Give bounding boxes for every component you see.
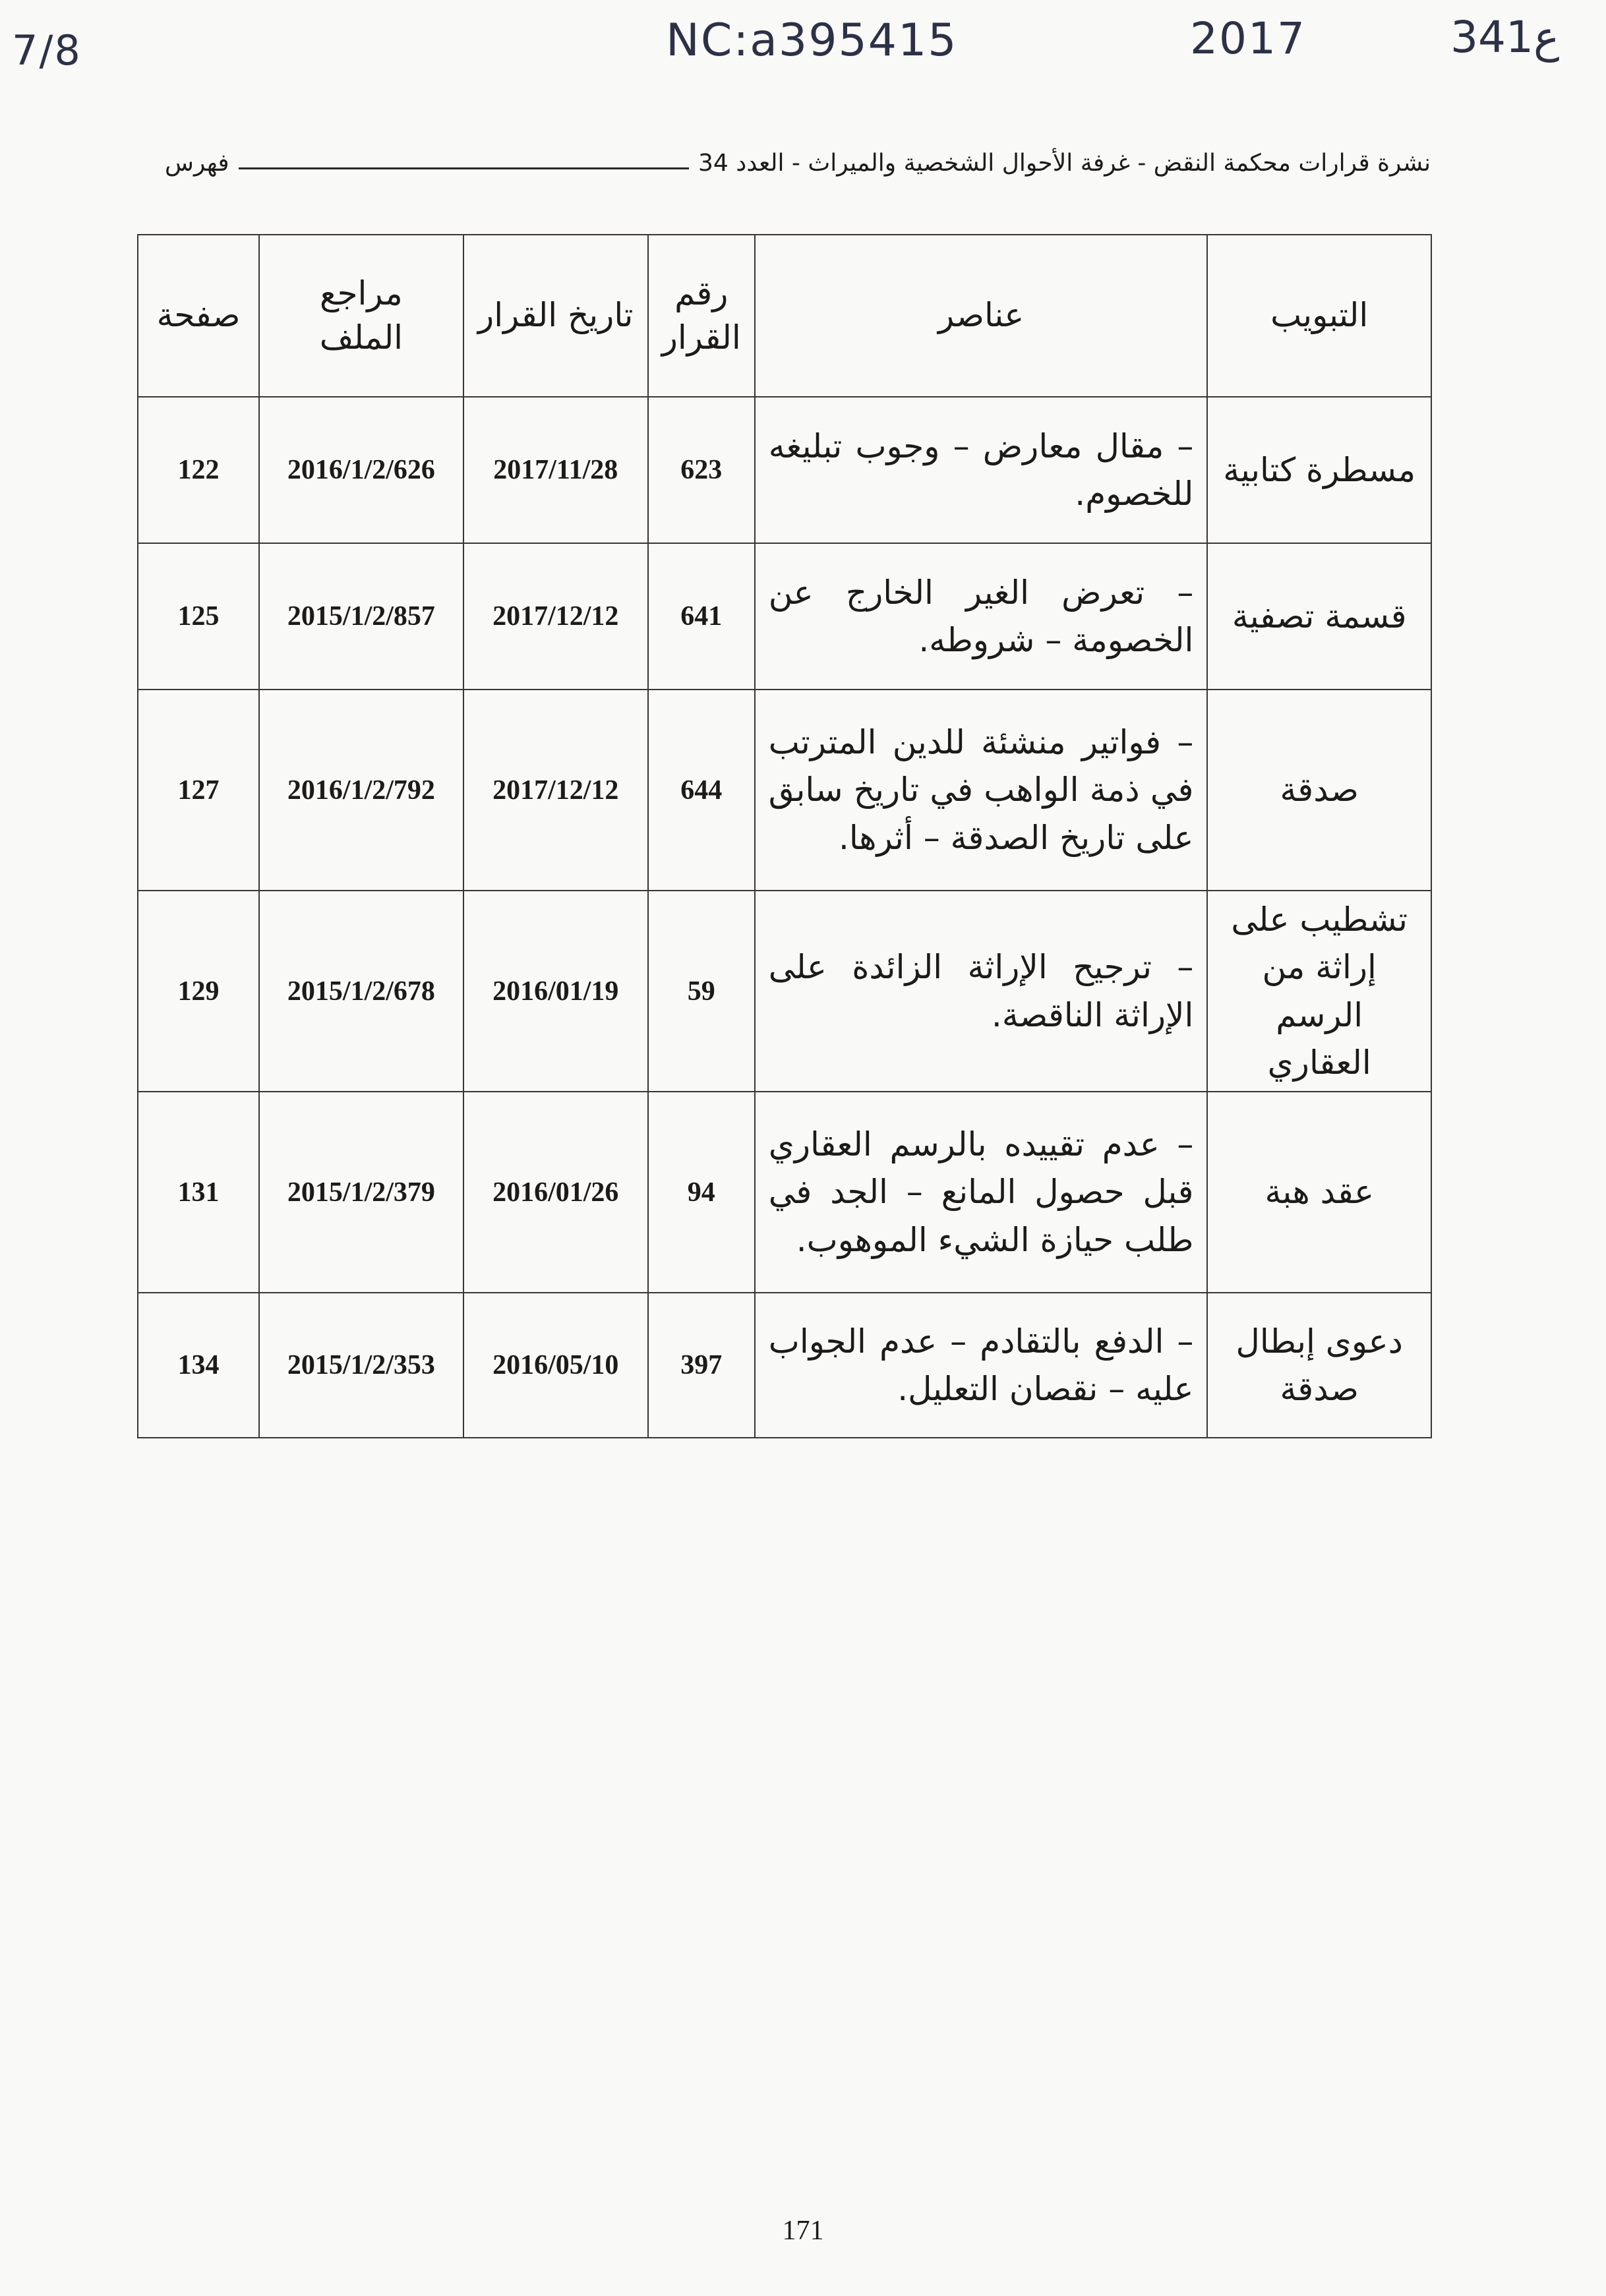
row-page: 122 bbox=[138, 397, 259, 543]
running-header bbox=[165, 140, 1431, 186]
table-row bbox=[138, 1092, 1431, 1293]
row-elements: – تعرض الغير الخارج عن الخصومة – شروطه. bbox=[755, 543, 1208, 690]
row-file-reference: 2016/1/2/626 bbox=[259, 397, 463, 543]
row-category: قسمة تصفية bbox=[1207, 543, 1431, 690]
header-page: صفحة bbox=[138, 235, 259, 397]
row-elements: – فواتير منشئة للدين المترتب في ذمة الواهب في تاريخ سابق على تاريخ الصدقة – أثرها. bbox=[755, 690, 1208, 891]
header-elements: عناصر bbox=[755, 235, 1208, 397]
table-row bbox=[138, 891, 1431, 1092]
running-header-section: فهرس bbox=[165, 149, 229, 177]
row-file-reference: 2015/1/2/353 bbox=[259, 1293, 463, 1438]
row-decision-number: 623 bbox=[648, 397, 755, 543]
row-file-reference: 2015/1/2/857 bbox=[259, 543, 463, 690]
row-page: 131 bbox=[138, 1092, 259, 1293]
row-category: دعوى إبطال صدقة bbox=[1207, 1293, 1431, 1438]
handwritten-annotation-right: 341ع bbox=[1450, 12, 1560, 63]
handwritten-annotation-left: 7/8 bbox=[12, 26, 82, 74]
header-category: التبويب bbox=[1207, 235, 1431, 397]
row-page: 127 bbox=[138, 690, 259, 891]
row-page: 129 bbox=[138, 891, 259, 1092]
header-decision-date: تاريخ القرار bbox=[463, 235, 648, 397]
row-decision-number: 644 bbox=[648, 690, 755, 891]
row-decision-date: 2017/12/12 bbox=[463, 543, 648, 690]
row-category: مسطرة كتابية bbox=[1207, 397, 1431, 543]
row-category: صدقة bbox=[1207, 690, 1431, 891]
row-elements: – الدفع بالتقادم – عدم الجواب عليه – نقصان التعليل. bbox=[755, 1293, 1208, 1438]
row-decision-date: 2017/11/28 bbox=[463, 397, 648, 543]
header-decision-number: رقم القرار bbox=[648, 235, 755, 397]
table-row bbox=[138, 690, 1431, 891]
row-file-reference: 2015/1/2/678 bbox=[259, 891, 463, 1092]
table-row bbox=[138, 543, 1431, 690]
table-header-row bbox=[138, 235, 1431, 397]
page-number: 171 bbox=[782, 2216, 824, 2246]
table-row bbox=[138, 1293, 1431, 1438]
row-elements: – عدم تقييده بالرسم العقاري قبل حصول المانع – الجد في طلب حيازة الشيء الموهوب. bbox=[755, 1092, 1208, 1293]
row-elements: – ترجيح الإراثة الزائدة على الإراثة الناقصة. bbox=[755, 891, 1208, 1092]
row-decision-number: 59 bbox=[648, 891, 755, 1092]
row-category: عقد هبة bbox=[1207, 1092, 1431, 1293]
table-row bbox=[138, 397, 1431, 543]
row-decision-date: 2017/12/12 bbox=[463, 690, 648, 891]
row-decision-date: 2016/05/10 bbox=[463, 1293, 648, 1438]
running-header-rule bbox=[239, 167, 689, 169]
row-decision-date: 2016/01/26 bbox=[463, 1092, 648, 1293]
row-decision-number: 94 bbox=[648, 1092, 755, 1293]
header-file-reference: مراجع الملف bbox=[259, 235, 463, 397]
row-decision-date: 2016/01/19 bbox=[463, 891, 648, 1092]
row-file-reference: 2016/1/2/792 bbox=[259, 690, 463, 891]
row-decision-number: 641 bbox=[648, 543, 755, 690]
row-file-reference: 2015/1/2/379 bbox=[259, 1092, 463, 1293]
row-decision-number: 397 bbox=[648, 1293, 755, 1438]
index-table bbox=[137, 234, 1432, 1438]
row-elements: – مقال معارض – وجوب تبليغه للخصوم. bbox=[755, 397, 1208, 543]
handwritten-year: 2017 bbox=[1190, 13, 1306, 64]
row-category: تشطيب على إراثة من الرسم العقاري bbox=[1207, 891, 1431, 1092]
row-page: 134 bbox=[138, 1293, 259, 1438]
row-page: 125 bbox=[138, 543, 259, 690]
running-header-title: نشرة قرارات محكمة النقض - غرفة الأحوال الشخصية والميراث - العدد 34 bbox=[698, 149, 1431, 177]
handwritten-file-number: NC:a395415 bbox=[666, 15, 958, 67]
